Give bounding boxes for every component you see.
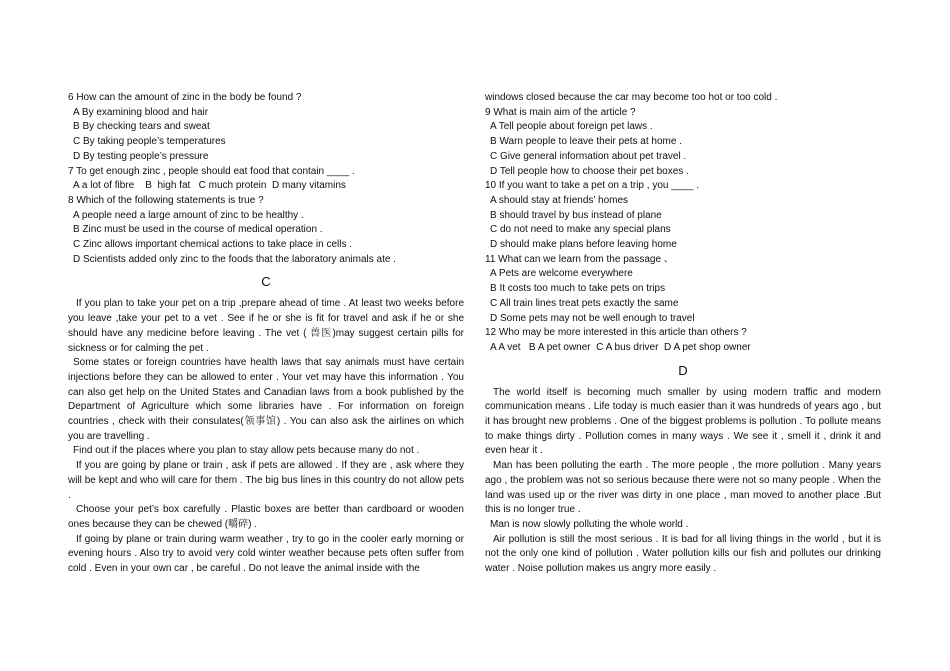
question-10-option-a: A should stay at friends’ homes	[490, 194, 629, 206]
question-11-stem: 11 What can we learn from the passage 、	[485, 253, 674, 265]
passage-d-paragraph: Air pollution is still the most serious . It is bad for all living things in the world , but it is not the only one kind of pollution . Water pollution kills our fish and pollutes our drinking water . Noise pollution makes us angry more easily .	[485, 533, 881, 575]
question-9-option-c: C Give general information about pet travel .	[490, 150, 687, 162]
question-10-option-d: D should make plans before leaving home	[490, 239, 677, 251]
question-6-option-d: D By testing people’s pressure	[73, 150, 209, 162]
right-column	[485, 91, 881, 577]
passage-c-paragraph: Choose your pet’s box carefully . Plastic boxes are better than cardboard or wooden ones because they can be chewed (嚼碎) .	[68, 504, 464, 530]
passage-c-paragraph: Some states or foreign countries have health laws that say animals must have certain injections before they can be allowed to enter . Your vet may have this information . You can also get help on the United States and Canadian laws from a book published by the Department of Agriculture which some libraries have . For information on foreign countries , check with their consulates(领事馆) . You can also ask the airlines on which you are travelling .	[68, 357, 464, 442]
question-9-stem: 9 What is main aim of the article ?	[485, 106, 636, 118]
passage-c-paragraph: If going by plane or train during warm weather , try to go in the cooler early morning or evening hours . Also try to avoid very cold winter weather because pets often suffer from cold . Even in your own car , be careful . Do not leave the animal inside with the	[68, 533, 464, 575]
question-8-option-d: D Scientists added only zinc to the foods that the laboratory animals ate .	[73, 253, 396, 265]
question-7-options: A a lot of fibre B high fat C much protein D many vitamins	[73, 180, 346, 192]
question-6-option-b: B By checking tears and sweat	[73, 121, 210, 133]
question-8-option-a: A people need a large amount of zinc to be healthy .	[73, 209, 304, 221]
passage-c-continuation: windows closed because the car may become too hot or too cold .	[485, 92, 778, 103]
question-8-stem: 8 Which of the following statements is true ?	[68, 194, 264, 206]
passage-c-paragraph: If you are going by plane or train , ask if pets are allowed . If they are , ask where they will be kept and who will care for them . The big bus lines in this country do not allow pets .	[68, 460, 464, 501]
question-12-stem: 12 Who may be more interested in this article than others ?	[485, 327, 747, 339]
question-11-option-a: A Pets are welcome everywhere	[490, 268, 633, 280]
question-12-options: A A vet B A pet owner C A bus driver D A pet shop owner	[490, 341, 751, 353]
question-10-option-c: C do not need to make any special plans	[490, 224, 671, 236]
passage-c-paragraph: Find out if the places where you plan to stay allow pets because many do not .	[73, 445, 420, 457]
question-10-option-b: B should travel by bus instead of plane	[490, 209, 662, 221]
section-c-heading: C	[261, 274, 271, 290]
question-10-stem: 10 If you want to take a pet on a trip , you ____ .	[485, 180, 700, 192]
question-6-option-a: A By examining blood and hair	[73, 106, 209, 118]
question-7-stem: 7 To get enough zinc , people should eat food that contain ____ .	[68, 165, 355, 177]
passage-d-paragraph: Man is now slowly polluting the whole world .	[490, 518, 689, 530]
passage-d-paragraph: Man has been polluting the earth . The more people , the more pollution . Many years ago , the problem was not so serious because there were not so many people . When the land was used up or the river was dirty in one place , man moved to another place .But this is no longer true .	[485, 460, 881, 516]
question-9-option-d: D Tell people how to choose their pet boxes .	[490, 165, 689, 177]
section-d-heading: D	[678, 362, 688, 378]
question-11-option-b: B It costs too much to take pets on trips	[490, 283, 666, 295]
question-11-option-c: C All train lines treat pets exactly the same	[490, 297, 679, 309]
question-6-option-c: C By taking people’s temperatures	[73, 136, 226, 148]
passage-c-paragraph: If you plan to take your pet on a trip ,prepare ahead of time . At least two weeks before you leave ,take your pet to a vet . See if he or she is fit for travel and ask if he or she should have any medicine before leaving . The vet ( 兽医)may suggest certain pills for sickness or for calming the pet .	[68, 298, 464, 354]
left-column	[68, 91, 464, 577]
question-8-option-c: C Zinc allows important chemical actions to take place in cells .	[73, 239, 353, 251]
question-11-option-d: D Some pets may not be well enough to travel	[490, 312, 695, 324]
question-9-option-b: B Warn people to leave their pets at home .	[490, 136, 682, 148]
question-8-option-b: B Zinc must be used in the course of medical operation .	[73, 224, 323, 236]
question-6-stem: 6 How can the amount of zinc in the body be found ?	[68, 92, 302, 103]
passage-d-paragraph: The world itself is becoming much smaller by using modern traffic and modern communication means . Life today is much easier than it was hundreds of years ago , but it has brought new problems . One of the biggest problems is pollution . To pollute means to make things dirty . Pollution comes in many ways . We see it , smell it , drink it and even hear it .	[485, 386, 881, 457]
question-9-option-a: A Tell people about foreign pet laws .	[490, 121, 653, 133]
